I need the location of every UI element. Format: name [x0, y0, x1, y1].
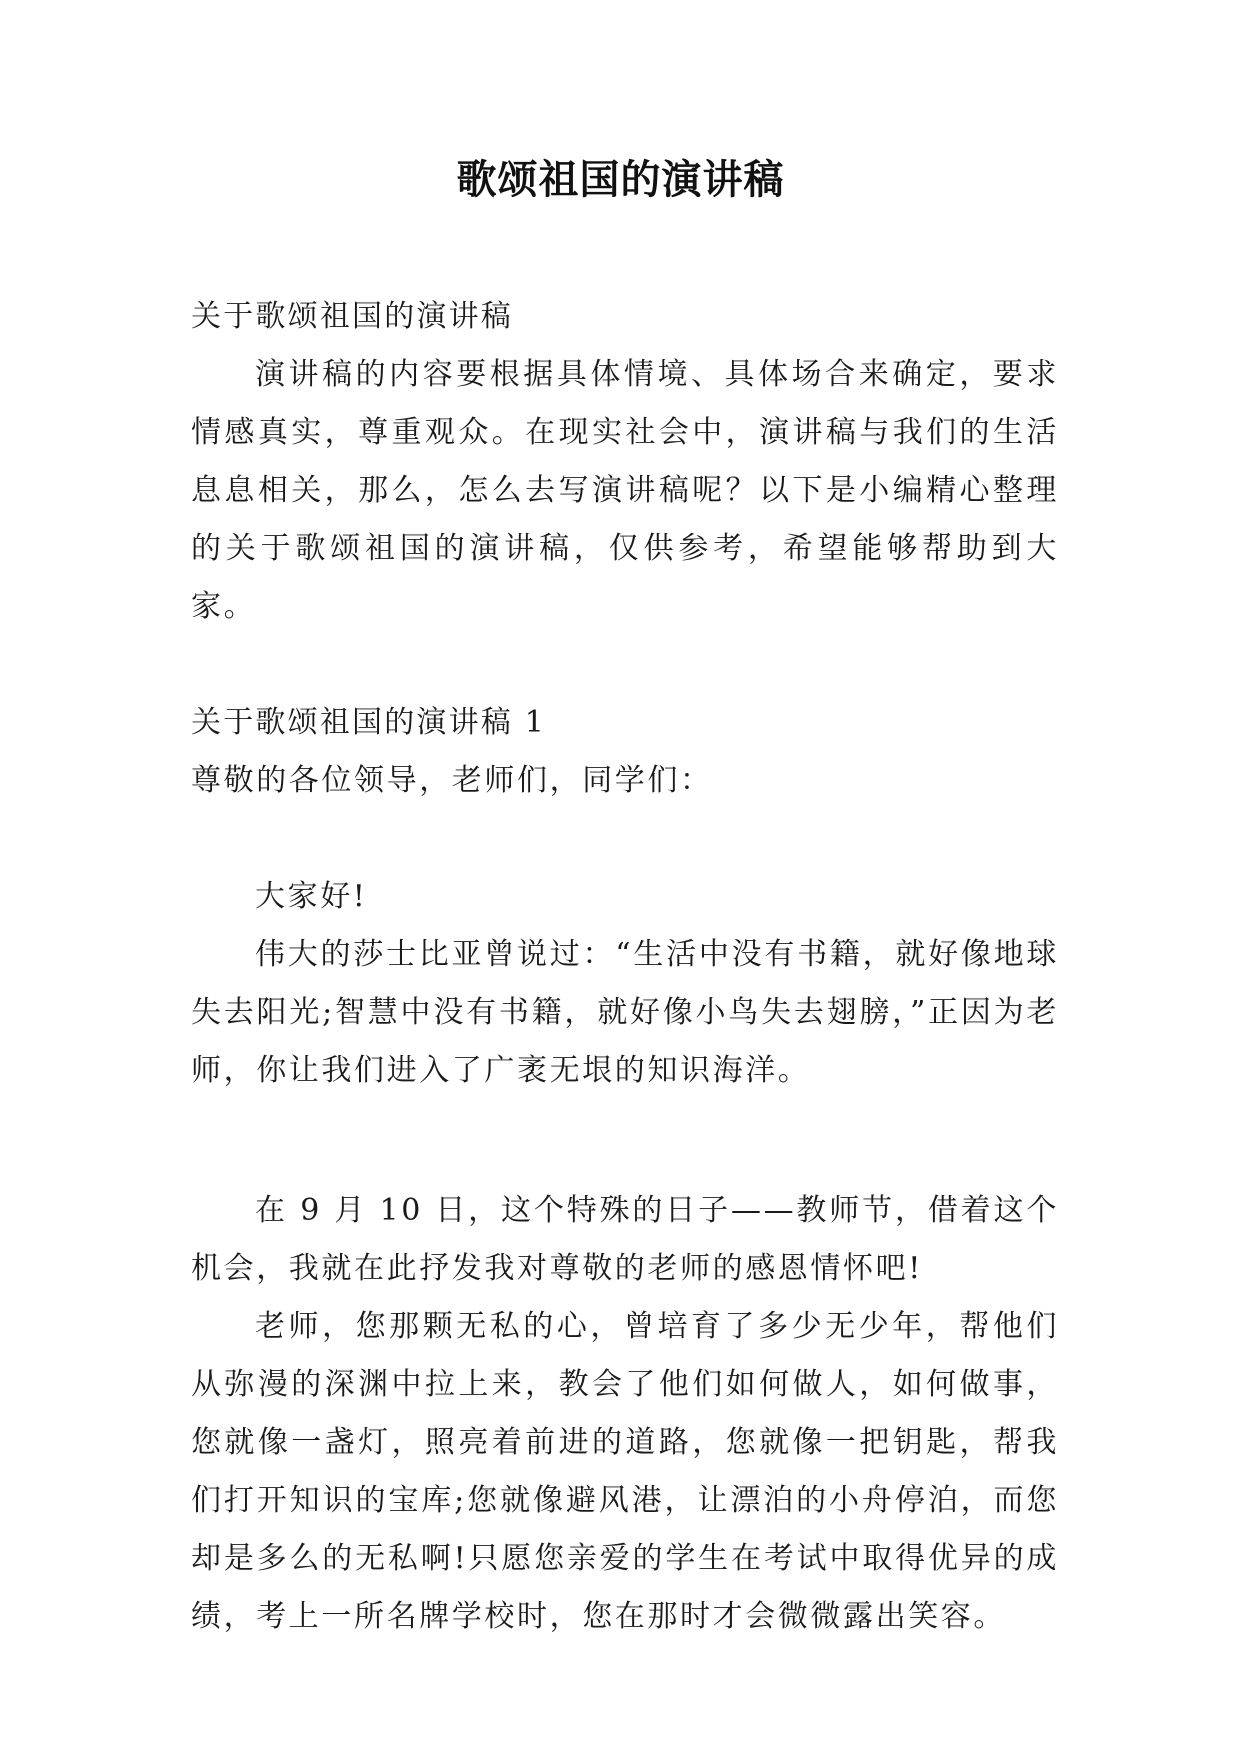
intro-paragraph: 演讲稿的内容要根据具体情境、具体场合来确定，要求情感真实，尊重观众。在现实社会中，演讲稿与我们的生活息息相关，那么，怎么去写演讲稿呢？以下是小编精心整理的关于歌颂祖国的演讲稿，仅供参考，希望能够帮助到大家。: [191, 357, 1059, 624]
intro-heading: 关于歌颂祖国的演讲稿: [191, 299, 513, 334]
greeting: 大家好!: [255, 879, 368, 914]
body-paragraph: 伟大的莎士比亚曾说过：“生活中没有书籍，就好像地球失去阳光;智慧中没有书籍，就好像小鸟失去翅膀，”正因为老师，你让我们进入了广袤无垠的知识海洋。: [191, 937, 1059, 1088]
document-body: [191, 288, 1059, 1646]
document-title: 歌颂祖国的演讲稿: [456, 156, 785, 203]
salutation: 尊敬的各位领导，老师们，同学们：: [191, 763, 713, 798]
section-heading: 关于歌颂祖国的演讲稿 1: [191, 705, 547, 740]
body-paragraph: 老师，您那颗无私的心，曾培育了多少无少年，帮他们从弥漫的深渊中拉上来，教会了他们如何做人，如何做事，您就像一盏灯，照亮着前进的道路，您就像一把钥匙，帮我们打开知识的宝库;您就像避风港，让漂泊的小舟停泊，而您却是多么的无私啊!只愿您亲爱的学生在考试中取得优异的成绩，考上一所名牌学校时，您在那时才会微微露出笑容。: [191, 1309, 1059, 1634]
body-paragraph: 在 9 月 10 日，这个特殊的日子——教师节，借着这个机会，我就在此抒发我对尊敬的老师的感恩情怀吧!: [191, 1193, 1059, 1286]
